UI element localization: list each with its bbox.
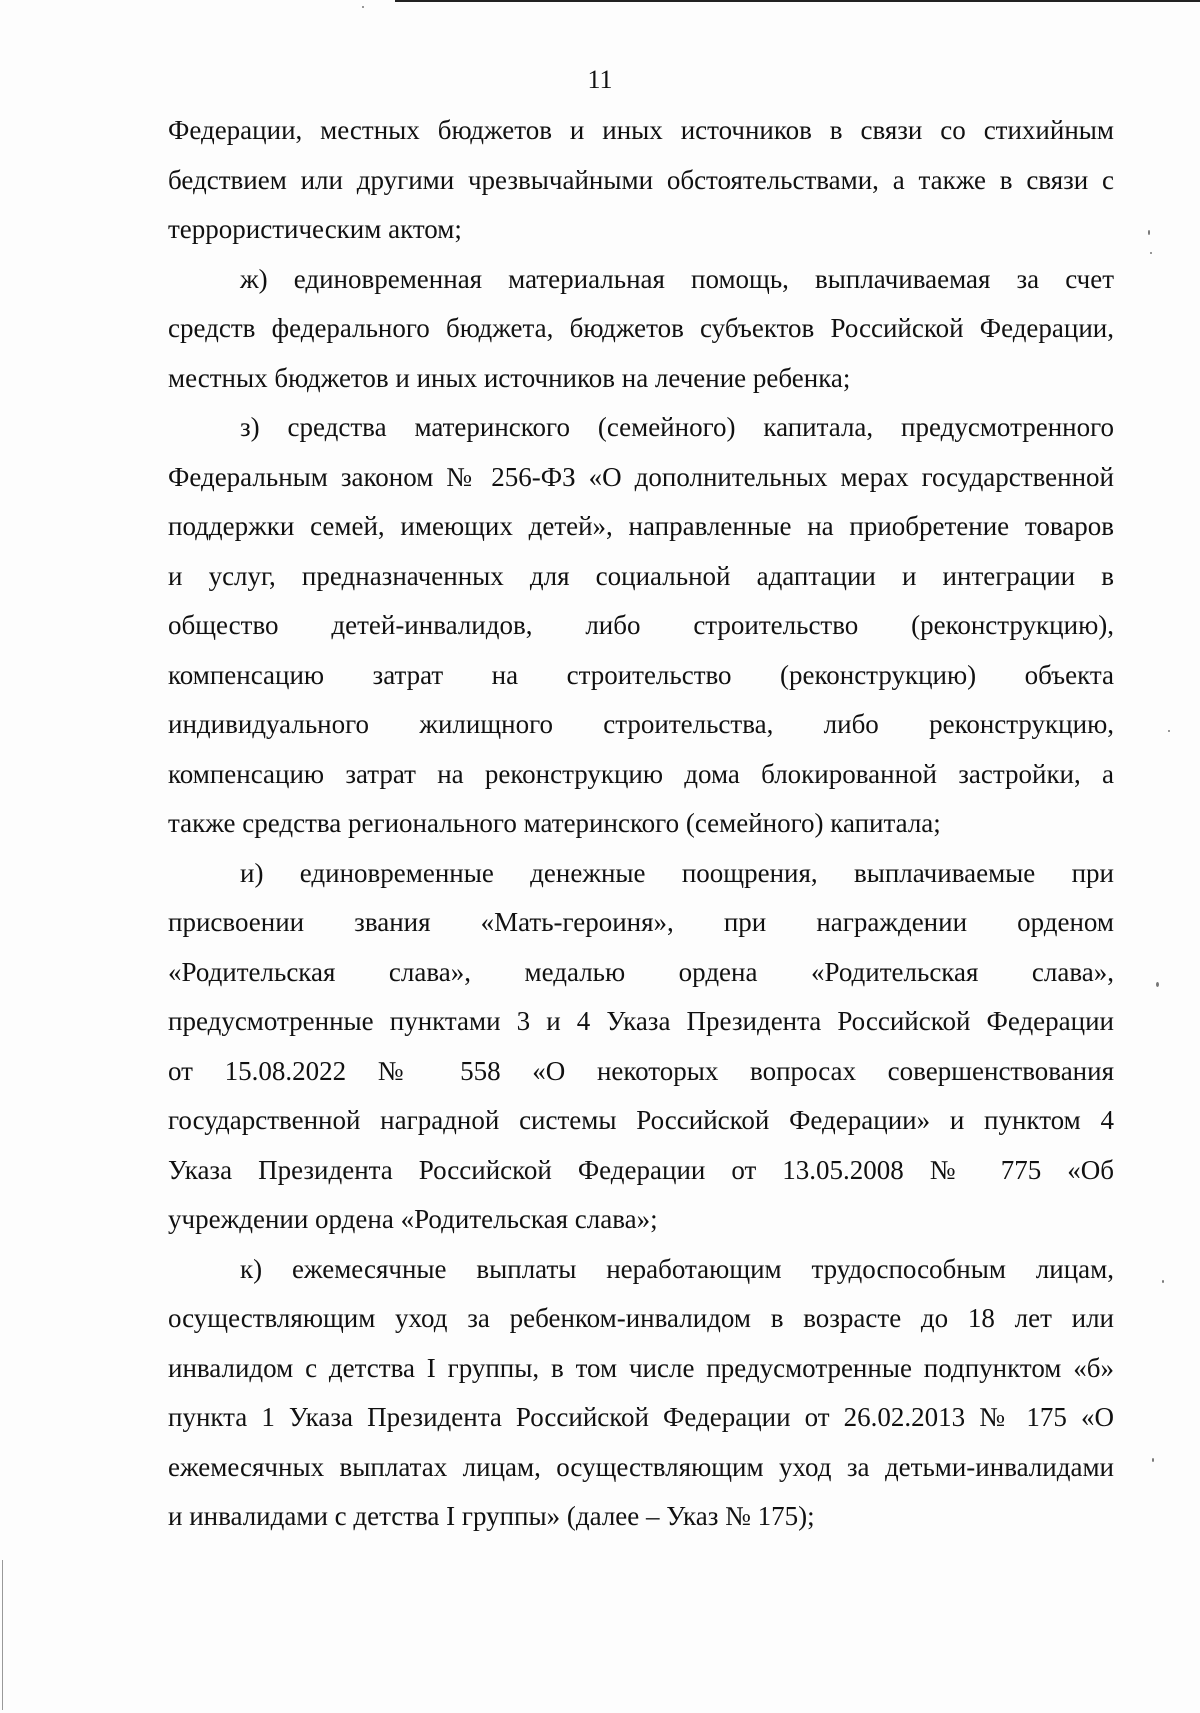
paragraph-z <box>168 403 1114 849</box>
text-line: учреждении ордена «Родительская слава»; <box>168 1204 658 1234</box>
paragraph-i <box>168 849 1114 1245</box>
text-line: и инвалидами с детства I группы» (далее – Указ № 175); <box>168 1501 815 1531</box>
text-line: поддержки семей, имеющих детей», направленные на приобретение товаров <box>168 511 1114 541</box>
scan-speck <box>1152 1458 1154 1462</box>
document-body <box>168 106 1114 1542</box>
text-line: бедствием или другими чрезвычайными обстоятельствами, а также в связи с <box>168 164 1114 195</box>
scan-speck <box>1150 252 1152 254</box>
paragraph-k <box>168 1245 1114 1542</box>
text-line: осуществляющим уход за ребенком-инвалидом в возрасте до 18 лет или <box>168 1303 1114 1333</box>
paragraph-continuation <box>168 106 1114 255</box>
text-line: присвоении звания «Мать-героиня», при награждении орденом <box>168 907 1114 937</box>
scan-speck <box>1156 982 1159 987</box>
text-line: Федеральным законом № 256-ФЗ «О дополнительных мерах государственной <box>168 461 1114 492</box>
text-line: местных бюджетов и иных источников на лечение ребенка; <box>168 362 851 393</box>
text-line: террористическим актом; <box>168 214 462 244</box>
text-line: пункта 1 Указа Президента Российской Федерации от 26.02.2013 № 175 «О <box>168 1402 1114 1432</box>
text-line: Указа Президента Российской Федерации от 13.05.2008 № 775 «Об <box>168 1154 1114 1185</box>
text-line: к) ежемесячные выплаты неработающим трудоспособным лицам, <box>240 1253 1114 1284</box>
text-line: компенсацию затрат на строительство (реконструкцию) объекта <box>168 659 1114 690</box>
scan-speck <box>362 6 364 8</box>
text-line: компенсацию затрат на реконструкцию дома блокированной застройки, а <box>168 758 1114 789</box>
text-line: инвалидом с детства I группы, в том числе предусмотренные подпунктом «б» <box>168 1352 1114 1383</box>
text-line: и) единовременные денежные поощрения, выплачиваемые при <box>240 857 1114 888</box>
scan-speck <box>1148 230 1150 235</box>
top-border-line <box>395 0 1200 2</box>
text-line: и услуг, предназначенных для социальной адаптации и интеграции в <box>168 560 1114 591</box>
scan-speck <box>1168 730 1170 732</box>
text-line: общество детей-инвалидов, либо строительство (реконструкцию), <box>168 610 1114 640</box>
text-line: индивидуального жилищного строительства, либо реконструкцию, <box>168 709 1114 739</box>
paragraph-zh <box>168 255 1114 404</box>
page-number: 11 <box>587 65 613 94</box>
text-line: ж) единовременная материальная помощь, выплачиваемая за счет <box>240 263 1114 294</box>
scan-speck <box>1162 1280 1164 1283</box>
text-line: Федерации, местных бюджетов и иных источников в связи со стихийным <box>168 115 1114 145</box>
text-line: от 15.08.2022 № 558 «О некоторых вопросах совершенствования <box>168 1055 1114 1086</box>
scan-edge-mark <box>2 1560 3 1710</box>
text-line: государственной наградной системы Российской Федерации» и пунктом 4 <box>168 1105 1114 1135</box>
text-line: средств федерального бюджета, бюджетов субъектов Российской Федерации, <box>168 313 1114 343</box>
text-line: также средства регионального материнского (семейного) капитала; <box>168 808 941 838</box>
text-line: з) средства материнского (семейного) капитала, предусмотренного <box>240 412 1114 442</box>
text-line: «Родительская слава», медалью ордена «Родительская слава», <box>168 956 1114 987</box>
text-line: предусмотренные пунктами 3 и 4 Указа Президента Российской Федерации <box>168 1006 1114 1036</box>
text-line: ежемесячных выплатах лицам, осуществляющим уход за детьми-инвалидами <box>168 1451 1114 1482</box>
